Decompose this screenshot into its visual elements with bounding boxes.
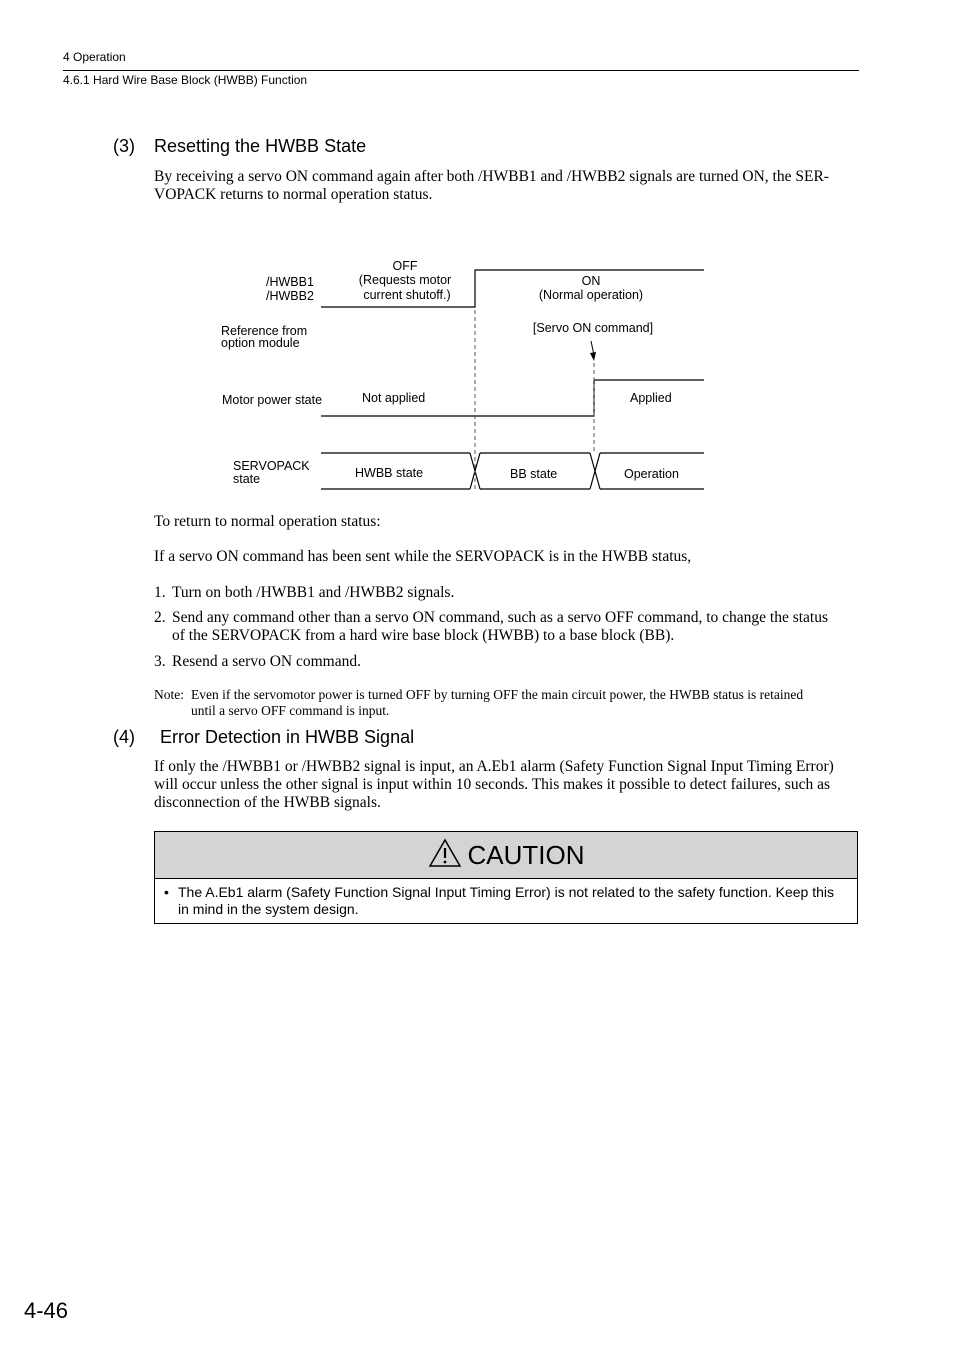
section-4-line: If only the /HWBB1 or /HWBB2 signal is input, an A.Eb1 alarm (Safety Function Signal Input Timing Error) <box>154 758 834 775</box>
on-label: ON <box>581 274 601 288</box>
operation-label: Operation <box>624 467 679 481</box>
not-applied-label: Not applied <box>362 391 426 405</box>
bullet: • <box>164 884 169 900</box>
step-text: Resend a servo ON command. <box>172 653 361 670</box>
motor-power-label: Motor power state <box>222 393 323 407</box>
step-text <box>172 609 828 645</box>
warning-triangle-icon <box>428 838 462 873</box>
list-item <box>154 609 854 645</box>
note-line: Even if the servomotor power is turned OFF by turning OFF the main circuit power, the HWBB status is retained <box>191 687 804 702</box>
caution-text-line: in mind in the system design. <box>178 901 359 917</box>
step-text-line: of the SERVOPACK from a hard wire base block (HWBB) to a base block (BB). <box>172 627 675 644</box>
caution-header <box>155 832 857 879</box>
reference-label: Reference from <box>221 324 308 338</box>
step-list <box>154 584 854 671</box>
servo-on-command-label: [Servo ON command] <box>532 321 654 335</box>
step-number: 3. <box>154 653 166 670</box>
step-number: 1. <box>154 584 166 601</box>
step-text: Turn on both /HWBB1 and /HWBB2 signals. <box>172 584 455 601</box>
section-4-number: (4) <box>113 727 135 747</box>
caution-box <box>154 831 858 924</box>
servopack-label: SERVOPACK <box>233 459 310 473</box>
list-item <box>154 584 854 602</box>
reference-label: option module <box>221 336 300 350</box>
caution-title: CAUTION <box>467 839 585 870</box>
servo-on-arrow-head <box>590 352 596 361</box>
intro-line: VOPACK returns to normal operation status. <box>154 186 433 203</box>
condition-text: If a servo ON command has been sent while the SERVOPACK is in the HWBB status, <box>154 548 692 565</box>
on-label: (Normal operation) <box>538 288 644 302</box>
list-item <box>154 653 854 671</box>
page-number: 4-46 <box>24 1298 69 1323</box>
servopack-label: state <box>233 472 261 486</box>
hwbb-state-label: HWBB state <box>355 466 424 480</box>
off-label: current shutoff.) <box>363 288 451 302</box>
intro-line: By receiving a servo ON command again after both /HWBB1 and /HWBB2 signals are turned ON, the SER- <box>154 168 829 185</box>
bb-state-label: BB state <box>510 467 558 481</box>
section-4-heading <box>113 727 414 748</box>
section-3-title: Resetting the HWBB State <box>154 136 367 156</box>
caution-text <box>178 884 834 918</box>
note-text <box>191 687 803 719</box>
chapter-header: 4 Operation <box>63 50 126 64</box>
off-label: OFF <box>392 259 418 273</box>
timing-diagram <box>0 0 954 520</box>
caution-body <box>155 879 857 918</box>
section-3-number: (3) <box>113 136 135 156</box>
hwbb-label: /HWBB1 <box>266 275 314 289</box>
section-4-line: will occur unless the other signal is input within 10 seconds. This makes it possible to detect failures, such as <box>154 776 831 793</box>
return-intro: To return to normal operation status: <box>154 513 381 530</box>
caution-text-line: The A.Eb1 alarm (Safety Function Signal Input Timing Error) is not related to the safety function. Keep this <box>178 884 835 900</box>
section-4-text <box>154 758 834 812</box>
step-number: 2. <box>154 609 166 626</box>
note-label: Note: <box>154 687 184 702</box>
hwbb-label: /HWBB2 <box>266 289 314 303</box>
section-header: 4.6.1 Hard Wire Base Block (HWBB) Function <box>63 73 308 87</box>
section-4-title: Error Detection in HWBB Signal <box>160 727 415 747</box>
note-line: until a servo OFF command is input. <box>191 703 390 718</box>
note <box>154 687 854 719</box>
step-text-line: Send any command other than a servo ON command, such as a servo OFF command, to change the status <box>172 609 829 626</box>
applied-label: Applied <box>630 391 672 405</box>
section-4-line: disconnection of the HWBB signals. <box>154 794 381 811</box>
off-label: (Requests motor <box>358 273 452 287</box>
